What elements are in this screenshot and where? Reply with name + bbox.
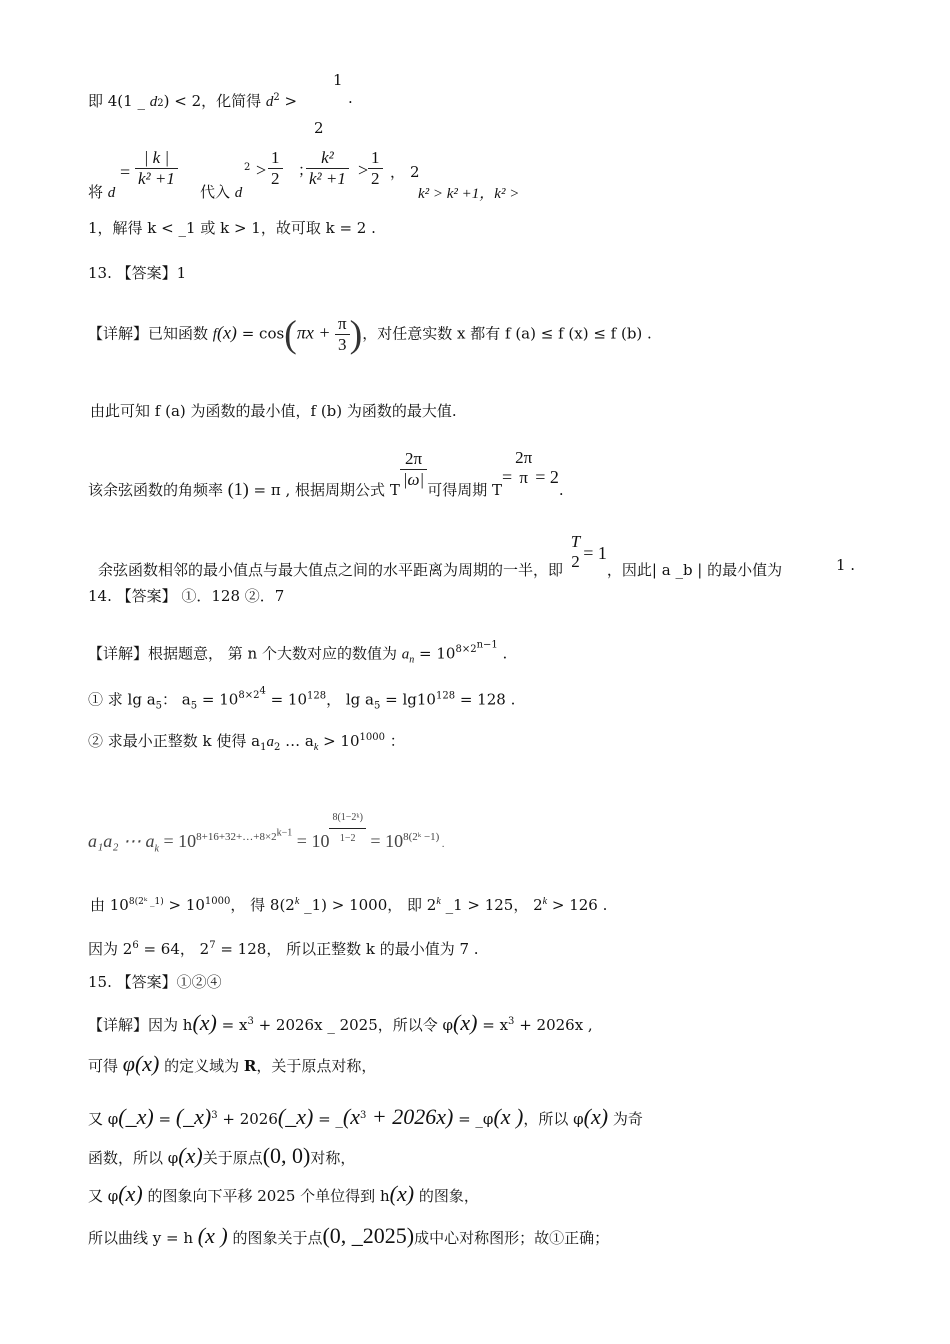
detail-15-line-3: 又 φ(_x) = (_x)$^3$ + 2026(_x) = $\_(x^3 + 2026x)$ = _φ(x )，所以 φ(x) 为奇 bbox=[88, 1104, 643, 1129]
answer-15: 15. 【答案】①②④ bbox=[88, 973, 222, 991]
coefficient: 2 bbox=[410, 163, 420, 181]
inequality: k² > k² +1，k² > bbox=[418, 186, 520, 202]
text-line: 将 d bbox=[88, 183, 116, 201]
detail-15-line-6: 所以曲线 y = h (x ) 的图象关于点(0, _2025)成中心对称图形；故①正确； bbox=[88, 1223, 610, 1248]
detail-15-line-4: 函数，所以 φ(x)关于原点(0, 0)对称， bbox=[88, 1143, 356, 1168]
detail-15-line-5: 又 φ(x) 的图象向下平移 2025 个单位得到 h(x) 的图象， bbox=[88, 1181, 479, 1206]
period: . bbox=[348, 89, 353, 107]
detail-14-product-formula: a₁a₂ ⋯ $a_k = 10^{8+16+32+\dots+8\times 2^{k-1}} = 10$ $^{\frac{\text{8(1−2ᵏ)}}{1-2}}$ = $10^{8(2ᵏ -1)}$ . bbox=[88, 808, 444, 860]
fraction-k-over-sqrt: $\frac{| k |}{\text{k² +1}}$ bbox=[135, 148, 178, 189]
superscript: 2 bbox=[244, 162, 251, 173]
detail-15-line-2: 可得 φ(x) 的定义域为 R，关于原点对称， bbox=[88, 1051, 377, 1076]
comma: ， bbox=[390, 163, 406, 181]
detail-13-line-4: 余弦函数相邻的最小值点与最大值点之间的水平距离为周期的一半，即 T 2 = 1，因此| a _b | 的最小值为 bbox=[98, 532, 783, 579]
fraction-half: $\frac{1}{2}$ bbox=[368, 148, 383, 189]
detail-13-line-3: 该余弦函数的角频率 (1) = π , 根据周期公式 T $\frac{2\pi}{|\omega|}$ 可得周期 T= 2π π = 2. bbox=[88, 448, 564, 499]
text-line: 代入 d bbox=[200, 183, 243, 201]
fraction-denominator: 2 bbox=[314, 119, 324, 137]
fraction-k2: $\frac{\text{k²}}{\text{k² +1}}$ bbox=[306, 148, 349, 189]
answer-13: 13. 【答案】1 bbox=[88, 264, 187, 282]
equals: = bbox=[120, 162, 131, 182]
answer-14: 14. 【答案】 ①．128 ②．7 bbox=[88, 587, 285, 605]
detail-13-line-1: 【详解】已知函数 f(x) = cos(πx + $\frac{\pi}{3}$ )，对任意实数 x 都有 f (a) ≤ f (x) ≤ f (b) . bbox=[88, 313, 652, 356]
detail-13-line-2: 由此可知 f (a) 为函数的最小值，f (b) 为函数的最大值. bbox=[90, 402, 457, 420]
fraction-numerator: 1 bbox=[333, 71, 343, 89]
detail-14-line-5: 因为 $2^6 = 64$， $2^7 = 128$， 所以正整数 k 的最小值为 7 . bbox=[88, 940, 479, 958]
greater-than: > bbox=[256, 160, 267, 180]
text-line: 1，解得 k < _1 或 k > 1，故可取 k = 2 . bbox=[88, 219, 376, 237]
semicolon: ； bbox=[298, 161, 314, 179]
detail-14-line-1: 【详解】根据题意， 第 n 个大数对应的数值为 $a_n = 10^{8\times 2^{n-1}}$ . bbox=[88, 640, 508, 666]
detail-14-line-3: ② 求最小正整数 k 使得 $a_1a_2$ … $a_k > 10^{1000}$ ： bbox=[88, 732, 405, 753]
detail-14-line-4: 由 $10^{8(2ᵏ \_1)} > 10^{1000}$， 得 8(2$^k$ _1) > 1000， 即 2$^k$ _1 > 125， $2^k > 126$ . bbox=[90, 896, 608, 914]
detail-14-line-2: ① 求 $\lg a_5$： $a_5 = 10^{8\times 2^4} = 10^{128}$， $\lg a_5 = \lg 10^{128} = 128$ . bbox=[88, 686, 516, 712]
text-line: 即 4(1 _ d2) < 2，化简得 $d^2$ > bbox=[88, 92, 298, 110]
detail-15-line-1: 【详解】因为 $h(x) = x^3 + 2026x$ _ 2025，所以令 $\varphi(x) = x^3 + 2026x$ , bbox=[88, 1010, 593, 1035]
fraction-half: $\frac{1}{2}$ bbox=[268, 148, 283, 189]
greater-than: > bbox=[358, 160, 369, 180]
detail-13-result: 1 . bbox=[836, 556, 856, 574]
